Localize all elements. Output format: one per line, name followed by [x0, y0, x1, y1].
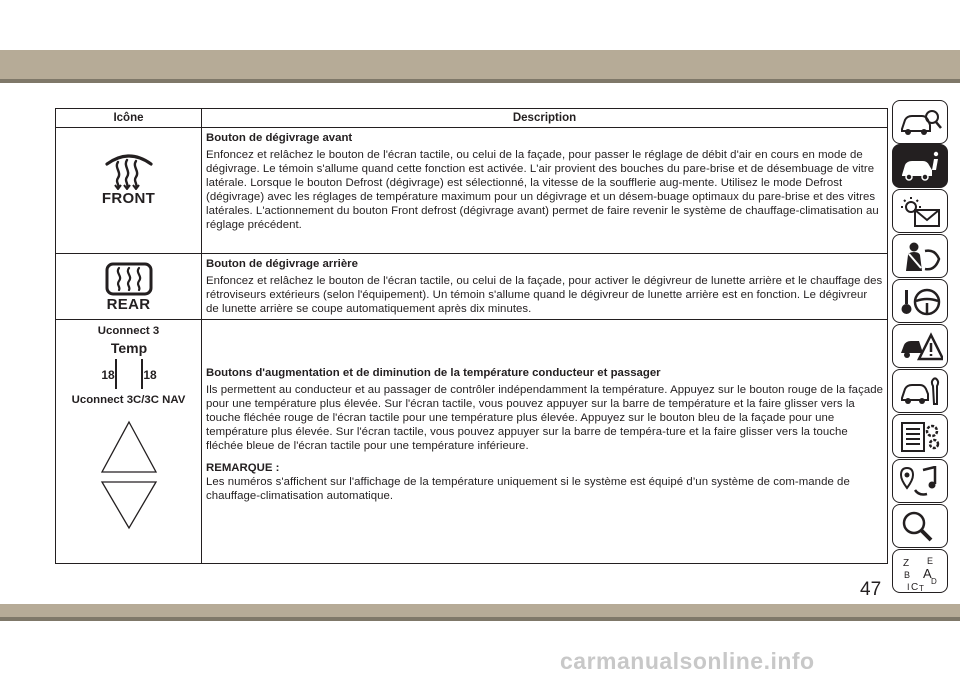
- key-steering-wheel-icon: [899, 286, 943, 318]
- row-title: Bouton de dégivrage avant: [206, 132, 353, 144]
- description-cell: [202, 128, 888, 254]
- car-warning-triangle-icon: [899, 331, 943, 363]
- row-body: Enfoncez et relâchez le bouton de l'écran tactile, ou celui de la façade, pour activer le dégivreur de lunette arrière et le chauffage des rétroviseurs extérieurs (selon l'équipement). Un témoin s'allume quand le dégivreur de lunette arrière est en fonction. Le dégivreur de lunette arrière se coupe automatiquement après dix minutes.: [206, 275, 883, 315]
- temp-value-driver: 18: [100, 368, 115, 382]
- svg-text:Z: Z: [903, 558, 910, 569]
- caption-uconnect-3c: Uconnect 3C/3C NAV: [71, 394, 186, 406]
- arrow-down-icon: [99, 479, 159, 531]
- svg-text:I: I: [907, 582, 910, 592]
- table-header-row: [56, 109, 888, 128]
- icon-cell: [56, 320, 202, 564]
- rear-defrost-label: REAR: [106, 296, 151, 313]
- front-defrost-label: FRONT: [101, 190, 156, 207]
- car-wrench-icon: [899, 376, 943, 408]
- svg-text:D: D: [931, 577, 937, 586]
- tab-index[interactable]: [892, 549, 948, 593]
- table-row: [56, 254, 888, 320]
- tab-car-magnifier[interactable]: [892, 100, 948, 144]
- svg-text:T: T: [919, 584, 924, 592]
- music-phone-pin-icon: [899, 466, 943, 498]
- rear-defrost-icon: [105, 262, 153, 296]
- tab-warning-lights[interactable]: [892, 189, 948, 233]
- svg-text:E: E: [927, 556, 934, 566]
- table-row: [56, 128, 888, 254]
- icon-cell: [56, 128, 202, 254]
- magnifier-icon: [899, 511, 943, 543]
- note-body: Les numéros s'affichent sur l'affichage de la température uniquement si le système est équipé d’un système de com-mande de chauffage-climatisation automatique.: [206, 476, 850, 502]
- note-title: REMARQUE :: [206, 462, 280, 474]
- header-rule: [0, 79, 960, 83]
- header-band: [0, 50, 960, 79]
- tab-multimedia[interactable]: [892, 459, 948, 503]
- footer-rule: [0, 617, 960, 621]
- description-cell: [202, 320, 888, 564]
- footer-band: [0, 604, 960, 617]
- alphabet-index-icon: [899, 556, 943, 592]
- hvac-controls-table: [55, 108, 888, 564]
- row-body: Ils permettent au conducteur et au passager de contrôler indépendamment la température. Appuyez sur le bouton rouge de la façade pour une température plus élevée. Sur l'écran tactile, vous pouvez appuyer sur la barre de température et la faire glisser vers la touche fléchée rouge de l'écran tactile pour une température plus élevée. Appuyez sur le bouton bleu de la façade pour une température plus élevée. Sur l'écran tactile, vous pouvez appuyer sur la barre de tempéra-ture et la faire glisser vers la touche fléchée bleue de l'écran tactile pour une température inférieure.: [206, 384, 883, 452]
- page-number: 47: [860, 579, 882, 600]
- caption-uconnect-3: Uconnect 3: [97, 325, 160, 337]
- tab-customer-assistance[interactable]: [892, 504, 948, 548]
- seatbelt-person-icon: [899, 241, 943, 273]
- description-cell: [202, 254, 888, 320]
- svg-text:C: C: [911, 582, 919, 592]
- svg-text:B: B: [904, 570, 911, 580]
- car-info-icon: [899, 151, 943, 183]
- arrow-up-icon: [99, 419, 159, 475]
- tab-starting[interactable]: [892, 279, 948, 323]
- header-icon: Icône: [56, 109, 202, 128]
- temp-label: Temp: [110, 340, 147, 356]
- tab-specifications[interactable]: [892, 414, 948, 458]
- temperature-display-icon: [97, 339, 161, 391]
- temp-value-passenger: 18: [142, 368, 157, 382]
- header-description: Description: [202, 109, 888, 128]
- table-row: [56, 320, 888, 564]
- tab-emergency[interactable]: [892, 324, 948, 368]
- car-magnifier-icon: [899, 107, 943, 139]
- tab-safety[interactable]: [892, 234, 948, 278]
- warning-light-envelope-icon: [899, 196, 943, 228]
- icon-cell: [56, 254, 202, 320]
- tab-car-info[interactable]: [892, 144, 948, 188]
- front-defrost-icon: [103, 150, 155, 190]
- row-title: Boutons d'augmentation et de diminution de la température conducteur et passager: [206, 367, 661, 379]
- svg-text:A: A: [923, 566, 932, 581]
- tab-service[interactable]: [892, 369, 948, 413]
- row-title: Bouton de dégivrage arrière: [206, 258, 358, 270]
- list-gears-icon: [899, 421, 943, 453]
- watermark: carmanualsonline.info: [560, 648, 815, 674]
- row-body: Enfoncez et relâchez le bouton de l'écran tactile, ou celui de la façade, pour passer le réglage de débit d'air en cours en mode de dégivrage. Le témoin s'allume quand cette fonction est activée. L'air provient des bouches du pare-brise et de désembuage de vitre latérale. Lorsque le bouton Defrost (dégivrage) est sélectionné, la vitesse de la soufflerie aug-mente. Utilisez le mode Defrost (dégivrage) avec les réglages de température maximum pour un dégivrage et un désem-buage optimaux du pare-brise et des vitres latérales. L'actionnement du bouton Front defrost (dégivrage avant) permet de faire revenir le système de chauffage-climatisation au réglage précédent.: [206, 149, 879, 231]
